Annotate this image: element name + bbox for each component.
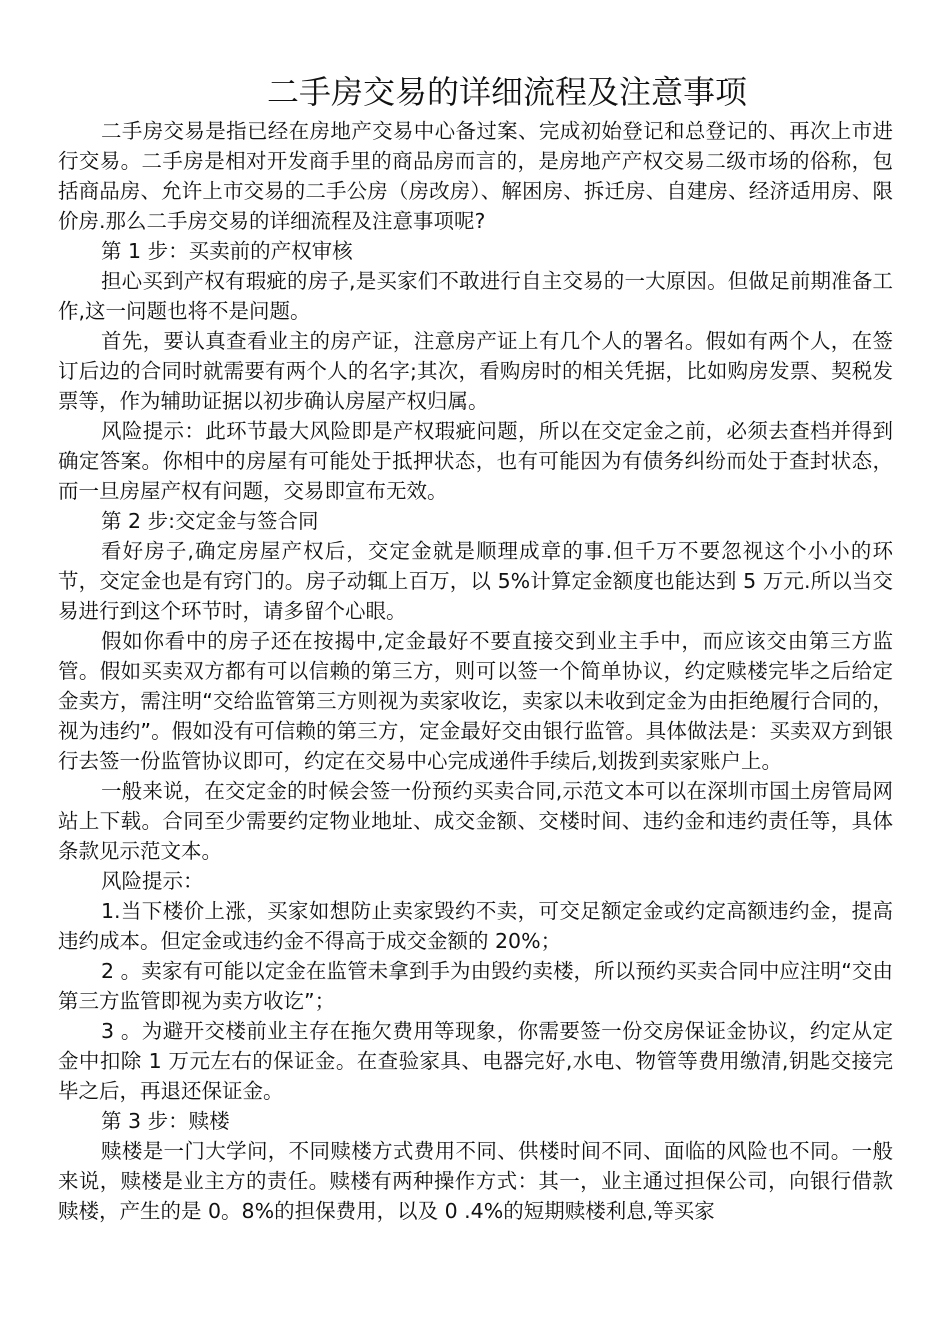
section-heading: 第 2 步:交定金与签合同	[101, 509, 319, 533]
paragraph: 赎楼是一门大学问，不同赎楼方式费用不同、供楼时间不同、面临的风险也不同。一般来说，赎楼是业主方的责任。赎楼有两种操作方式：其一，业主通过担保公司，向银行借款赎楼，产生的是 0。8%的担保费用，以及 0 .4%的短期赎楼利息,等买家	[58, 1139, 893, 1223]
paragraph: 看好房子,确定房屋产权后，交定金就是顺理成章的事.但千万不要忽视这个小小的环节，交定金也是有窍门的。房子动辄上百万，以 5%计算定金额度也能达到 5 万元.所以当交易进行到这个环节时，请多留个心眼。	[58, 539, 893, 623]
paragraph: 3 。为避开交楼前业主存在拖欠费用等现象，你需要签一份交房保证金协议，约定从定金中扣除 1 万元左右的保证金。在查验家具、电器完好,水电、物管等费用缴清,钥匙交接完毕之后，再退还保证金。	[58, 1019, 893, 1103]
paragraph: 一般来说，在交定金的时候会签一份预约买卖合同,示范文本可以在深圳市国土房管局网站上下载。合同至少需要约定物业地址、成交金额、交楼时间、违约金和违约责任等，具体条款见示范文本。	[58, 779, 893, 863]
paragraph: 风险提示：此环节最大风险即是产权瑕疵问题，所以在交定金之前，必须去查档并得到确定答案。你相中的房屋有可能处于抵押状态，也有可能因为有债务纠纷而处于查封状态，而一旦房屋产权有问题，交易即宣布无效。	[58, 419, 893, 503]
paragraph: 二手房交易是指已经在房地产交易中心备过案、完成初始登记和总登记的、再次上市进行交易。二手房是相对开发商手里的商品房而言的，是房地产产权交易二级市场的俗称，包括商品房、允许上市交易的二手公房（房改房）、解困房、拆迁房、自建房、经济适用房、限价房.那么二手房交易的详细流程及注意事项呢?	[58, 119, 893, 233]
section-heading: 第 3 步：赎楼	[101, 1109, 230, 1133]
paragraph: 担心买到产权有瑕疵的房子,是买家们不敢进行自主交易的一大原因。但做足前期准备工作,这一问题也将不是问题。	[58, 269, 893, 323]
paragraph: 首先，要认真查看业主的房产证，注意房产证上有几个人的署名。假如有两个人，在签订后边的合同时就需要有两个人的名字;其次，看购房时的相关凭据，比如购房发票、契税发票等，作为辅助证据以初步确认房屋产权归属。	[58, 329, 893, 413]
document-body	[58, 116, 893, 1226]
section-heading: 风险提示：	[101, 869, 204, 893]
section-heading: 第 1 步：买卖前的产权审核	[101, 239, 353, 263]
paragraph: 1.当下楼价上涨，买家如想防止卖家毁约不卖，可交足额定金或约定高额违约金，提高违约成本。但定金或违约金不得高于成交金额的 20%；	[58, 899, 893, 953]
paragraph: 假如你看中的房子还在按揭中,定金最好不要直接交到业主手中，而应该交由第三方监管。假如买卖双方都有可以信赖的第三方，则可以签一个简单协议，约定赎楼完毕之后给定金卖方，需注明“交给监管第三方则视为卖家收讫，卖家以未收到定金为由拒绝履行合同的，视为违约”。假如没有可信赖的第三方，定金最好交由银行监管。具体做法是：买卖双方到银行去签一份监管协议即可，约定在交易中心完成递件手续后,划拨到卖家账户上。	[58, 629, 893, 773]
paragraph: 2 。卖家有可能以定金在监管未拿到手为由毁约卖楼，所以预约买卖合同中应注明“交由第三方监管即视为卖方收讫”；	[58, 959, 893, 1013]
document-title: 二手房交易的详细流程及注意事项	[266, 73, 747, 111]
